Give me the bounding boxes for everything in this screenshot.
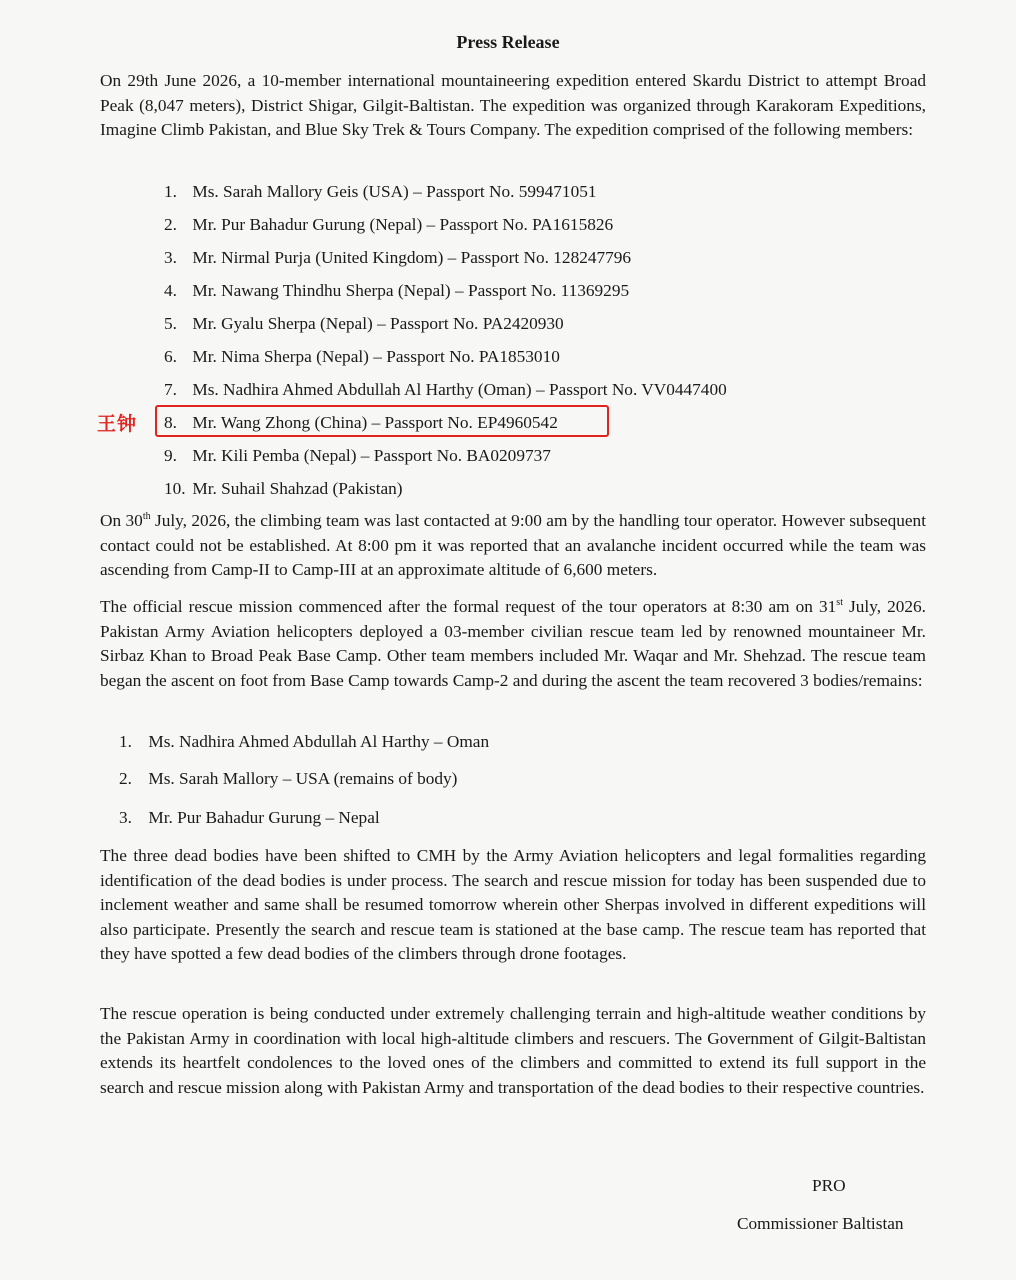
recovered-text: Mr. Pur Bahadur Gurung – Nepal <box>148 808 380 827</box>
list-number: 2. <box>119 769 132 788</box>
member-text: Mr. Pur Bahadur Gurung (Nepal) – Passport No. PA1615826 <box>192 215 614 234</box>
member-text: Ms. Nadhira Ahmed Abdullah Al Harthy (Oman) – Passport No. VV0447400 <box>192 380 727 399</box>
highlight-box <box>155 405 609 437</box>
member-item <box>164 445 551 467</box>
member-item <box>164 247 631 269</box>
list-number: 1. <box>164 182 177 201</box>
recovered-item <box>119 768 457 790</box>
ordinal-suffix: st <box>836 597 843 609</box>
contact-paragraph <box>100 509 926 583</box>
paragraph-text: July, 2026, the climbing team was last contacted at 9:00 am by the handling tour operator. However subsequent contact could not be established. At 8:00 pm it was reported that an avalanche incident occurred while the team was ascending from Camp-II to Camp-III at an approximate altitude of 6,600 meters. <box>100 511 926 579</box>
list-number: 1. <box>119 732 132 751</box>
signature-office: Commissioner Baltistan <box>737 1214 904 1233</box>
rescue-paragraph <box>100 595 926 693</box>
list-number: 5. <box>164 314 177 333</box>
list-number: 2. <box>164 215 177 234</box>
member-text: Ms. Sarah Mallory Geis (USA) – Passport No. 599471051 <box>192 182 597 201</box>
intro-paragraph: On 29th June 2026, a 10-member international mountaineering expedition entered Skardu District to attempt Broad Peak (8,047 meters), District Shigar, Gilgit-Baltistan. The expedition was organized through Karakoram Expeditions, Imagine Climb Pakistan, and Blue Sky Trek & Tours Company. The expedition comprised of the following members: <box>100 71 926 139</box>
member-text: Mr. Wang Zhong (China) – Passport No. EP4960542 <box>192 413 558 432</box>
page-title: Press Release <box>456 32 560 52</box>
list-number: 8. <box>164 413 177 432</box>
recovered-item <box>119 807 380 829</box>
member-text: Mr. Suhail Shahzad (Pakistan) <box>192 479 403 498</box>
member-text: Mr. Nawang Thindhu Sherpa (Nepal) – Passport No. 11369295 <box>192 281 630 300</box>
recovered-text: Ms. Nadhira Ahmed Abdullah Al Harthy – Oman <box>148 732 490 751</box>
list-number: 3. <box>119 808 132 827</box>
paragraph-text: On 30 <box>100 511 143 530</box>
status-paragraph: The three dead bodies have been shifted to CMH by the Army Aviation helicopters and legal formalities regarding identification of the dead bodies is under process. The search and rescue mission for today has been suspended due to inclement weather and same shall be resumed tomorrow wherein other Sherpas involved in different expeditions will also participate. Presently the search and rescue team is stationed at the base camp. The rescue team has reported that they have spotted a few dead bodies of the climbers through drone footages. <box>100 846 926 963</box>
paragraph-text: July, 2026. Pakistan Army Aviation helicopters deployed a 03-member civilian rescue team led by renowned mountaineer Mr. Sirbaz Khan to Broad Peak Base Camp. Other team members included Mr. Waqar and Mr. Shehzad. The rescue team began the ascent on foot from Base Camp towards Camp-2 and during the ascent the team recovered 3 bodies/remains: <box>100 597 926 690</box>
member-text: Mr. Gyalu Sherpa (Nepal) – Passport No. PA2420930 <box>192 314 564 333</box>
member-text: Mr. Kili Pemba (Nepal) – Passport No. BA0209737 <box>192 446 551 465</box>
member-text: Mr. Nirmal Purja (United Kingdom) – Passport No. 128247796 <box>192 248 632 267</box>
ordinal-suffix: th <box>142 511 151 523</box>
member-item <box>164 313 564 335</box>
signature-pro: PRO <box>812 1176 846 1195</box>
list-number: 10. <box>164 479 186 498</box>
member-item <box>164 478 403 500</box>
member-item <box>164 379 727 401</box>
chinese-name-annotation: 王钟 <box>97 413 138 435</box>
member-text: Mr. Nima Sherpa (Nepal) – Passport No. PA1853010 <box>192 347 560 366</box>
list-number: 3. <box>164 248 177 267</box>
recovered-item <box>119 731 489 753</box>
list-number: 4. <box>164 281 177 300</box>
list-number: 7. <box>164 380 177 399</box>
list-number: 6. <box>164 347 177 366</box>
recovered-text: Ms. Sarah Mallory – USA (remains of body) <box>148 769 458 788</box>
list-number: 9. <box>164 446 177 465</box>
closing-paragraph: The rescue operation is being conducted under extremely challenging terrain and high-altitude weather conditions by the Pakistan Army in coordination with local high-altitude climbers and rescuers. The Government of Gilgit-Baltistan extends its heartfelt condolences to the loved ones of the climbers and committed to extend its full support in the search and rescue mission along with Pakistan Army and transportation of the dead bodies to their respective countries. <box>100 1004 926 1097</box>
member-item <box>164 214 613 236</box>
member-item <box>164 280 629 302</box>
member-item <box>164 346 560 368</box>
member-item <box>164 181 597 203</box>
paragraph-text: The official rescue mission commenced after the formal request of the tour operators at 8:30 am on 31 <box>100 597 837 616</box>
